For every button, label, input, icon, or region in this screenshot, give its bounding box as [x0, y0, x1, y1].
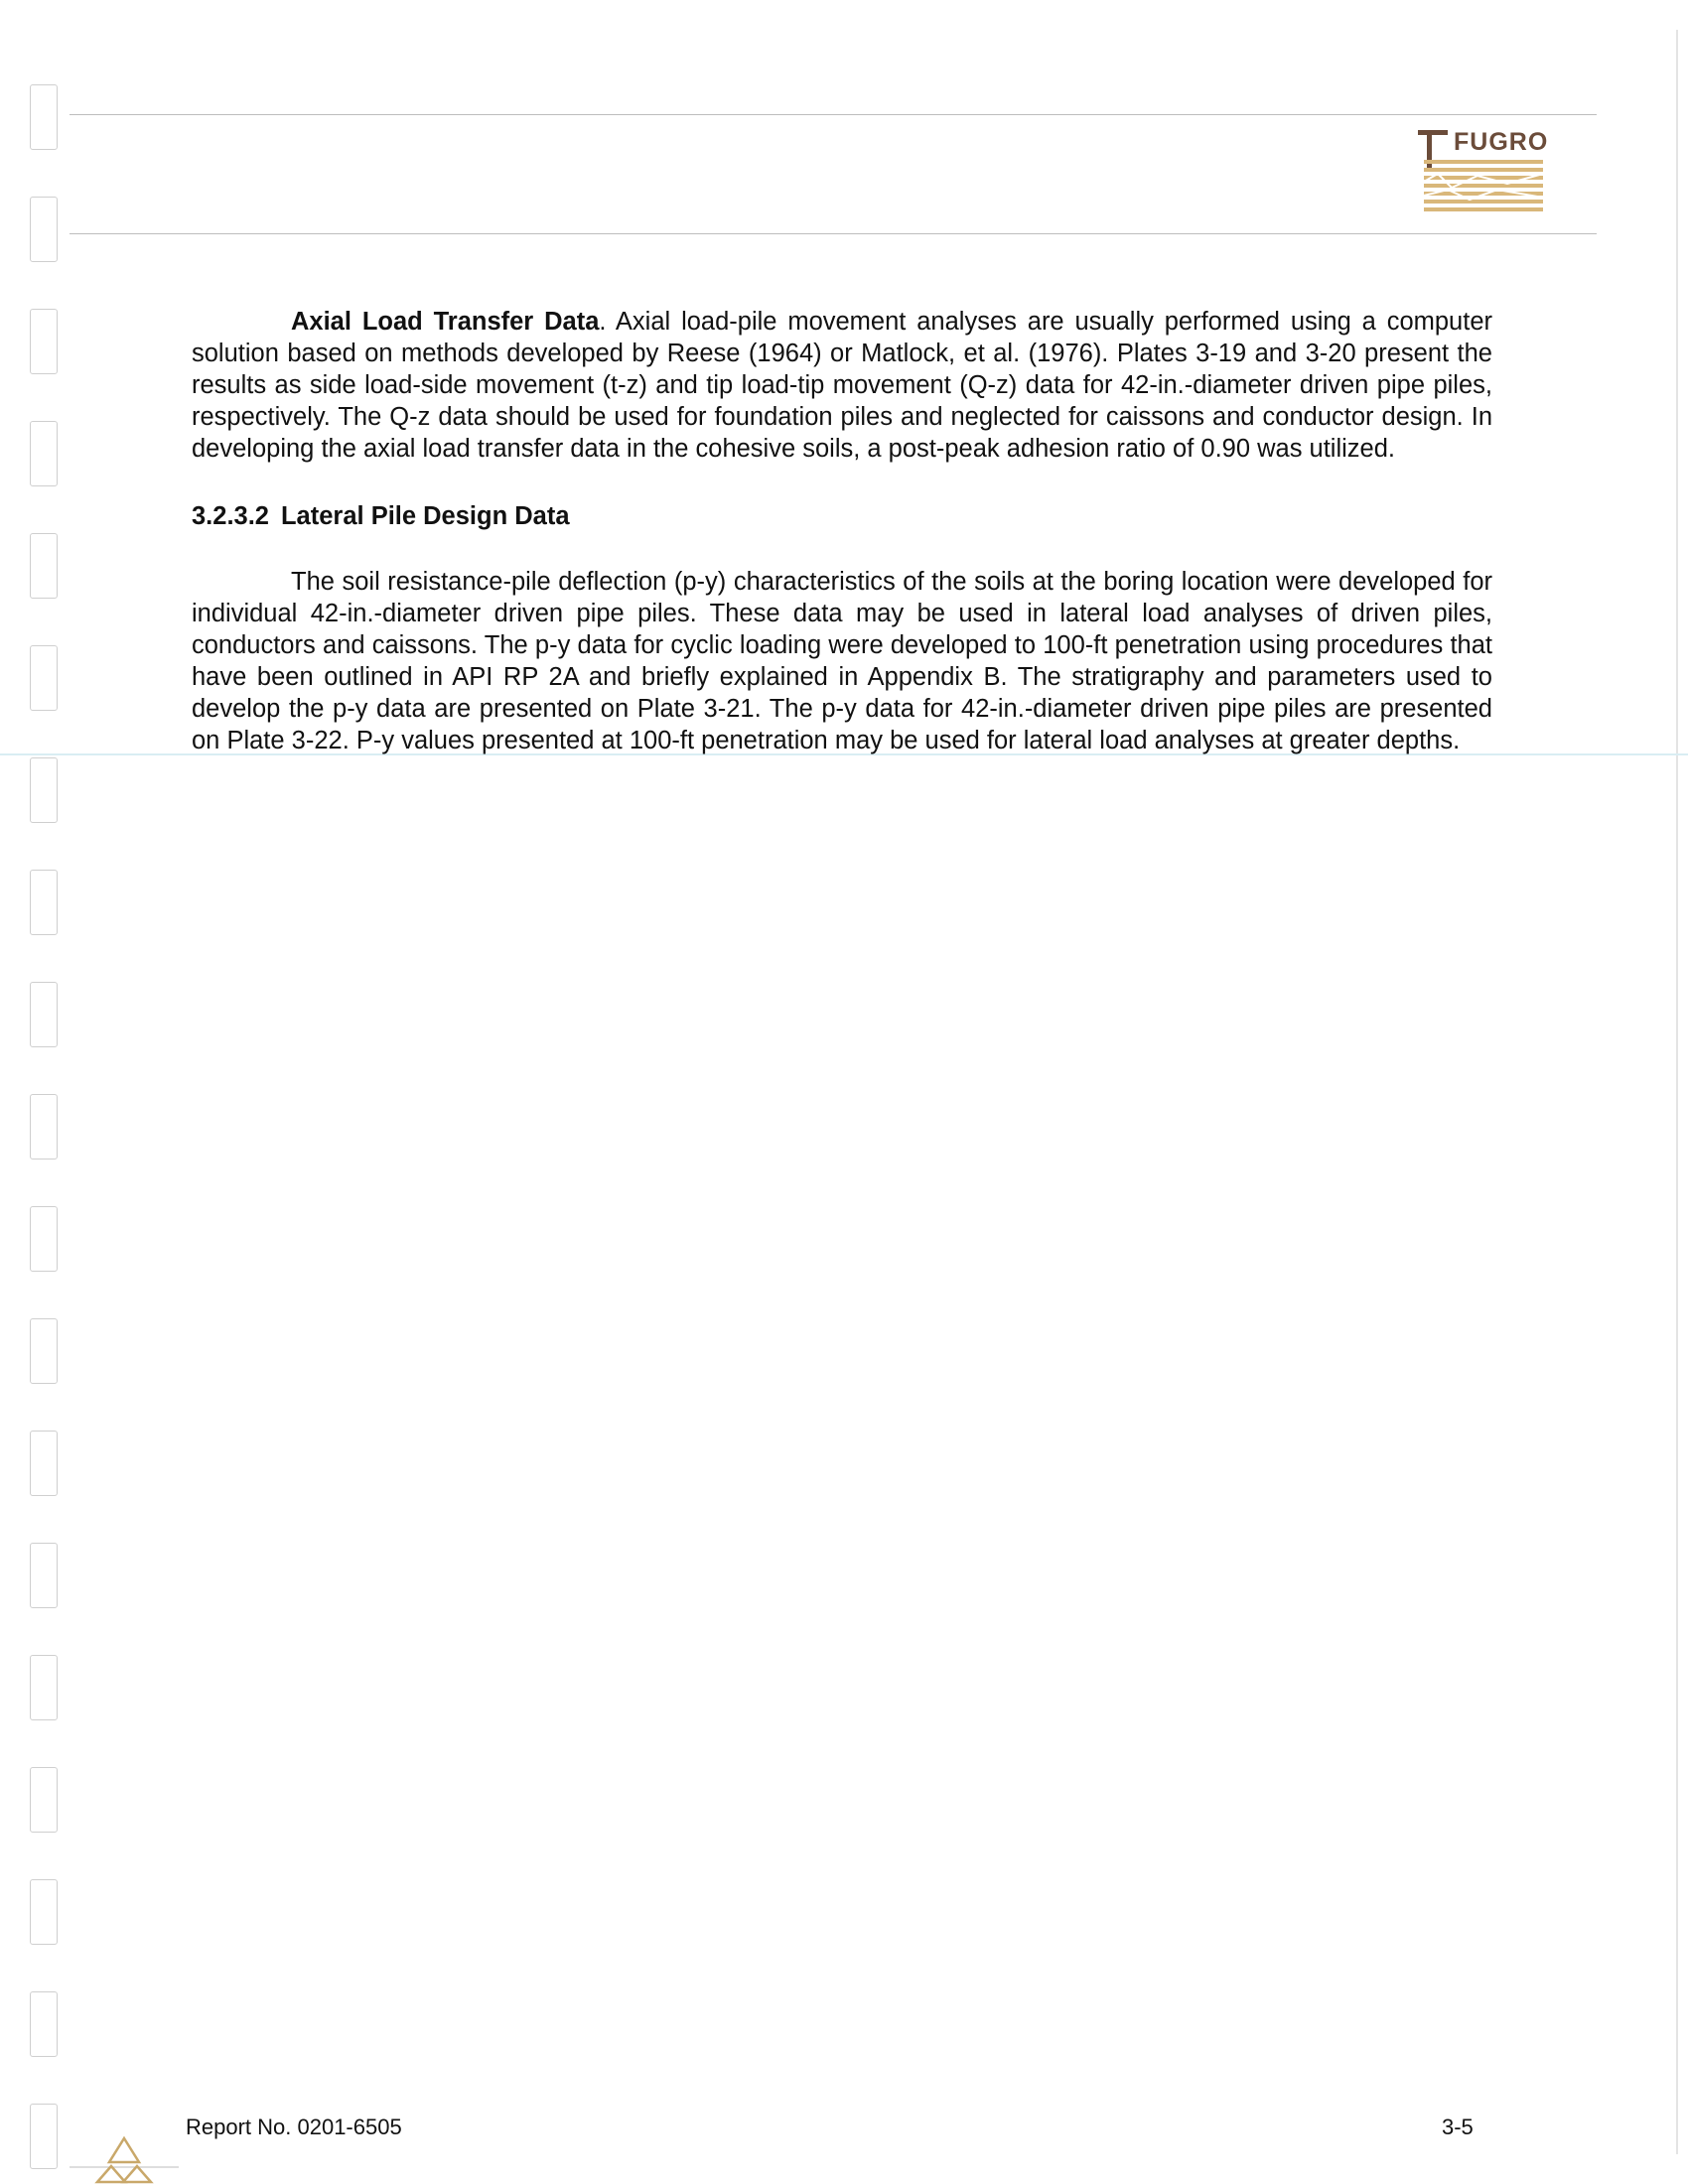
binder-hole	[30, 197, 58, 262]
binder-hole	[30, 84, 58, 150]
section-title: Lateral Pile Design Data	[280, 502, 570, 530]
page-edge	[1676, 30, 1678, 2154]
paragraph-lead-heading: Axial Load Transfer Data	[291, 308, 600, 336]
report-number: Report No. 0201-6505	[186, 2115, 402, 2139]
logo-text: FUGRO	[1454, 128, 1549, 156]
page-number: 3-5	[1442, 2115, 1474, 2139]
paragraph-lateral-pile: The soil resistance-pile deflection (p-y) characteristics of the soils at the boring location were developed for individual 42-in.-diameter driven pipe piles. These data may be used in lateral load analyses of driven piles, conductors and caissons. The p-y data for cyclic loading were developed to 100-ft penetration using procedures that have been outlined in API RP 2A and briefly explained in Appendix B. The stratigraphy and parameters used to develop the p-y data are presented on Plate 3-21. The p-y data for 42-in.-diameter driven pipe piles are presented on Plate 3-22. P-y values presented at 100-ft penetration may be used for lateral load analyses at greater depths.	[192, 568, 1492, 754]
header-rule-top	[70, 114, 1597, 115]
binder-hole	[30, 1543, 58, 1608]
paragraph-axial-load	[192, 306, 1492, 465]
section-heading	[192, 500, 1492, 532]
binder-hole	[30, 1094, 58, 1160]
recycle-icon	[70, 2134, 179, 2184]
binder-hole	[30, 1767, 58, 1833]
paragraph-text: . Axial load-pile movement analyses are usually performed using a computer solution based on methods developed by Reese (1964) or Matlock, et al. (1976). Plates 3-19 and 3-20 present the results as side load-side movement (t-z) and tip load-tip movement (Q-z) data for 42-in.-diameter driven pipe piles, respectively. The Q-z data should be used for foundation piles and neglected for caissons and conductor design. In developing the axial load transfer data in the cohesive soils, a post-peak adhesion ratio of 0.90 was utilized.	[192, 308, 1492, 463]
header-rule-bottom	[70, 233, 1597, 234]
binder-hole	[30, 982, 58, 1047]
section-number: 3.2.3.2	[192, 502, 269, 530]
binder-holes	[30, 84, 66, 2179]
binder-hole	[30, 1318, 58, 1384]
binder-hole	[30, 421, 58, 486]
binder-hole	[30, 309, 58, 374]
binder-hole	[30, 533, 58, 599]
binder-hole	[30, 1431, 58, 1496]
binder-hole	[30, 870, 58, 935]
fugro-logo	[1418, 124, 1552, 218]
binder-hole	[30, 757, 58, 823]
binder-hole	[30, 1206, 58, 1272]
binder-hole	[30, 1991, 58, 2057]
binder-hole	[30, 1655, 58, 1720]
binder-hole	[30, 645, 58, 711]
document-body	[192, 306, 1492, 756]
binder-hole	[30, 2104, 58, 2169]
binder-hole	[30, 1879, 58, 1945]
